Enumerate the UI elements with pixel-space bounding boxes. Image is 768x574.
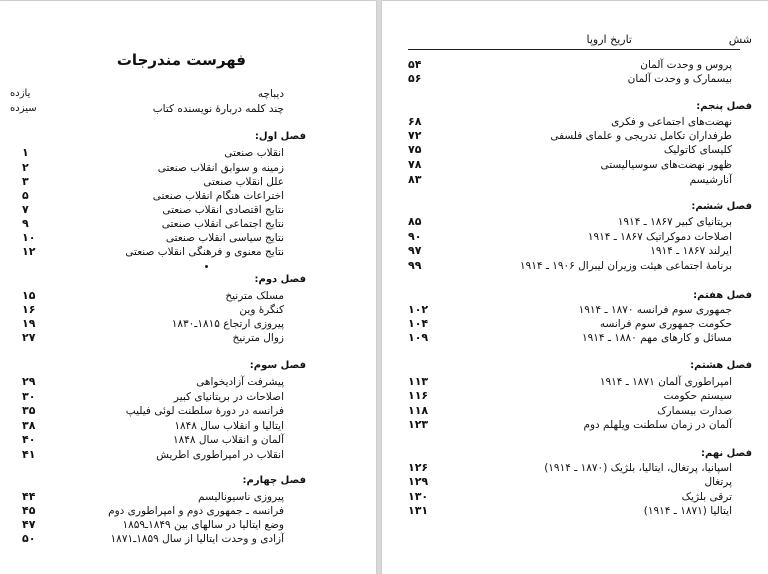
toc-entry-page: ۹۷ <box>408 244 422 257</box>
toc-entry <box>408 58 732 72</box>
toc-entry <box>408 490 732 504</box>
toc-entry-label: برنامهٔ اجتماعی هیئت وزیران لیبرال ۱۹۰۶ ـ ۱۹۱۴ <box>519 260 732 272</box>
toc-entry-label: مسلک مترنیخ <box>225 290 284 302</box>
toc-entry <box>408 418 732 432</box>
toc-entry <box>408 244 732 258</box>
toc-entry-page: ۷۸ <box>408 158 422 171</box>
toc-entry-page: ۱ <box>22 146 29 159</box>
toc-entry-page: ۱۶ <box>22 303 36 316</box>
toc-entry <box>22 504 284 518</box>
toc-entry <box>408 303 732 317</box>
toc-entry <box>22 419 284 433</box>
chapter-heading: فصل اول: <box>254 131 306 142</box>
toc-entry-label: پیروزی ناسیونالیسم <box>198 491 284 503</box>
toc-entry-label: زوال مترنیخ <box>232 332 284 344</box>
toc-entry <box>10 87 284 101</box>
chapter-heading: فصل نهم: <box>700 448 752 459</box>
toc-entry <box>22 189 284 203</box>
toc-entry-page: ۱۳۱ <box>408 504 429 517</box>
toc-page-left <box>0 1 376 574</box>
chapter-heading: فصل چهارم: <box>242 475 306 486</box>
running-header-title: تاریخ اروپا <box>586 33 632 46</box>
toc-entry-label: حکومت جمهوری سوم فرانسه <box>599 318 732 330</box>
toc-entry <box>408 504 732 518</box>
toc-entry-label: وضع ایتالیا در سالهای بین ۱۸۴۹ـ۱۸۵۹ <box>122 519 284 531</box>
toc-entry-page: ۱۲۶ <box>408 461 429 474</box>
toc-entry-label: کلیسای کاتولیک <box>663 144 732 156</box>
toc-entry-page: ۱۹ <box>22 317 36 330</box>
toc-entry-page: ۹۰ <box>408 230 422 243</box>
toc-entry-label: بریتانیای کبیر ۱۸۶۷ ـ ۱۹۱۴ <box>617 216 732 228</box>
toc-entry <box>22 245 284 259</box>
toc-entry <box>22 490 284 504</box>
toc-entry-label: امپراطوری آلمان ۱۸۷۱ ـ ۱۹۱۴ <box>599 376 732 388</box>
toc-entry-page: ۷۵ <box>408 143 422 156</box>
chapter-heading: فصل ششم: <box>691 201 752 212</box>
toc-entry-page: ۴۰ <box>22 433 36 446</box>
toc-entry <box>22 390 284 404</box>
toc-entry <box>408 317 732 331</box>
toc-entry-page: ۲۹ <box>22 375 36 388</box>
toc-entry-page: ۴۱ <box>22 448 36 461</box>
toc-entry-label: پروس و وحدت آلمان <box>640 59 732 71</box>
toc-entry-page: ۱۰۲ <box>408 303 429 316</box>
toc-entry <box>22 146 284 160</box>
toc-entry <box>408 129 732 143</box>
toc-entry <box>22 303 284 317</box>
toc-entry-page: ۱۳۰ <box>408 490 429 503</box>
toc-entry-label: جمهوری سوم فرانسه ۱۸۷۰ ـ ۱۹۱۴ <box>578 304 732 316</box>
toc-entry-page: ۲ <box>22 161 29 174</box>
toc-entry-label: ترقی بلژیک <box>681 491 732 503</box>
toc-entry-label: پرتغال <box>704 476 732 488</box>
toc-entry-label: پیشرفت آزادیخواهی <box>196 376 284 388</box>
toc-entry <box>408 158 732 172</box>
toc-entry-label: ظهور نهضت‌های سوسیالیستی <box>600 159 732 171</box>
chapter-heading: فصل هشتم: <box>690 360 752 371</box>
toc-entry <box>22 448 284 462</box>
toc-entry-page: ۸۳ <box>408 173 422 186</box>
toc-entry-page: ۲۷ <box>22 331 36 344</box>
chapter-heading: فصل دوم: <box>254 274 306 285</box>
toc-entry <box>22 331 284 345</box>
toc-entry-page: ۴۵ <box>22 504 36 517</box>
toc-entry <box>408 389 732 403</box>
toc-entry <box>408 230 732 244</box>
toc-entry-label: اختراعات هنگام انقلاب صنعتی <box>152 190 284 202</box>
toc-entry-page: ۹ <box>22 217 29 230</box>
toc-entry-page: ۷۲ <box>408 129 422 142</box>
toc-entry-page: ۵۴ <box>408 58 422 71</box>
ink-dot <box>205 265 208 268</box>
toc-entry-label: علل انقلاب صنعتی <box>203 176 284 188</box>
toc-entry <box>408 259 732 273</box>
toc-entry <box>408 404 732 418</box>
toc-entry-label: طرفداران تکامل تدریجی و علمای فلسفی <box>550 130 732 142</box>
toc-entry-label: چند کلمه دربارهٔ نویسنده کتاب <box>152 103 284 115</box>
toc-entry <box>22 175 284 189</box>
toc-entry-page: ۱۰۹ <box>408 331 429 344</box>
toc-entry-page: ۱۲ <box>22 245 36 258</box>
toc-entry-label: صدارت بیسمارک <box>657 405 732 417</box>
toc-entry-label: آنارشیسم <box>689 174 732 186</box>
toc-entry-label: اسپانیا، پرتغال، ایتالیا، بلژیک (۱۸۷۰ ـ ۱۹۱۴) <box>544 462 732 474</box>
toc-entry <box>408 215 732 229</box>
toc-entry-page: ۴۴ <box>22 490 36 503</box>
toc-entry <box>22 161 284 175</box>
toc-entry <box>22 433 284 447</box>
toc-entry-page: ۵۰ <box>22 532 36 545</box>
toc-entry-label: نتایج سیاسی انقلاب صنعتی <box>165 232 284 244</box>
toc-entry-page: ۱۲۳ <box>408 418 429 431</box>
toc-entry-page: ۳۸ <box>22 419 36 432</box>
toc-entry-label: اصلاحات دموکراتیک ۱۸۶۷ ـ ۱۹۱۴ <box>587 231 732 243</box>
toc-entry-label: انقلاب صنعتی <box>224 147 284 159</box>
toc-entry-page: ۸۵ <box>408 215 422 228</box>
toc-entry-label: سیستم حکومت <box>663 390 732 402</box>
toc-entry-label: فرانسه ـ جمهوری دوم و امپراطوری دوم <box>108 505 284 517</box>
toc-entry-label: نهضت‌های اجتماعی و فکری <box>611 116 732 128</box>
toc-entry-label: مسائل و کارهای مهم ۱۸۸۰ ـ ۱۹۱۴ <box>581 332 732 344</box>
toc-entry-page: ۱۲۹ <box>408 475 429 488</box>
toc-entry <box>408 72 732 86</box>
toc-entry-page: ۹۹ <box>408 259 422 272</box>
toc-entry <box>10 102 284 116</box>
toc-entry <box>408 173 732 187</box>
page-title: فهرست مندرجات <box>116 51 246 69</box>
chapter-heading: فصل هفتم: <box>693 290 752 301</box>
toc-entry-label: ایتالیا (۱۸۷۱ ـ ۱۹۱۴) <box>643 505 732 517</box>
toc-entry-page: ۱۰ <box>22 231 36 244</box>
toc-entry <box>408 331 732 345</box>
toc-entry <box>22 375 284 389</box>
toc-entry-page: ۳۰ <box>22 390 36 403</box>
toc-entry-label: ایتالیا و انقلاب سال ۱۸۴۸ <box>174 420 284 432</box>
toc-entry-page: سیزده <box>10 103 37 114</box>
toc-entry-page: ۳ <box>22 175 29 188</box>
toc-entry-label: نتایج معنوی و فرهنگی انقلاب صنعتی <box>125 246 284 258</box>
toc-entry-page: ۱۱۸ <box>408 404 429 417</box>
toc-entry <box>408 115 732 129</box>
toc-entry <box>22 317 284 331</box>
toc-entry-page: ۵ <box>22 189 29 202</box>
toc-entry-label: اصلاحات در بریتانیای کبیر <box>173 391 284 403</box>
toc-entry-page: ۱۱۶ <box>408 389 429 402</box>
toc-entry <box>22 203 284 217</box>
toc-entry-label: فرانسه در دورهٔ سلطنت لوئی فیلیپ <box>125 405 284 417</box>
toc-entry-label: ایرلند ۱۸۶۷ ـ ۱۹۱۴ <box>650 245 732 257</box>
toc-entry-page: ۴۷ <box>22 518 36 531</box>
toc-entry <box>22 404 284 418</box>
toc-entry-label: آزادی و وحدت ایتالیا از سال ۱۸۵۹ـ۱۸۷۱ <box>110 533 284 545</box>
toc-entry <box>22 231 284 245</box>
chapter-heading: فصل سوم: <box>249 360 306 371</box>
toc-entry-page: ۵۶ <box>408 72 422 85</box>
toc-entry-page: ۱۵ <box>22 289 36 302</box>
toc-entry-label: پیروزی ارتجاع ۱۸۱۵ـ۱۸۳۰ <box>171 318 284 330</box>
toc-entry-page: ۱۱۳ <box>408 375 429 388</box>
toc-entry-page: ۷ <box>22 203 29 216</box>
toc-entry-label: زمینه و سوابق انقلاب صنعتی <box>157 162 284 174</box>
toc-entry-label: کنگرهٔ وین <box>239 304 284 316</box>
toc-entry-page: ۳۵ <box>22 404 36 417</box>
toc-entry <box>22 532 284 546</box>
toc-entry-label: آلمان و انقلاب سال ۱۸۴۸ <box>172 434 284 446</box>
toc-entry-label: آلمان در زمان سلطنت ویلهلم دوم <box>583 419 732 431</box>
toc-entry-label: دیباچه <box>257 88 284 100</box>
toc-entry-label: بیسمارک و وحدت آلمان <box>627 73 732 85</box>
running-page-number: شش <box>728 33 752 46</box>
toc-entry-label: نتایج اجتماعی انقلاب صنعتی <box>161 218 284 230</box>
toc-entry-label: انقلاب در امپراطوری اطریش <box>156 449 284 461</box>
toc-entry <box>22 289 284 303</box>
toc-entry-page: یازده <box>10 88 31 99</box>
toc-entry <box>408 143 732 157</box>
header-rule <box>408 49 740 50</box>
toc-page-right <box>382 1 768 574</box>
toc-entry <box>408 475 732 489</box>
toc-entry <box>22 518 284 532</box>
toc-entry <box>408 461 732 475</box>
toc-entry <box>408 375 732 389</box>
toc-entry-label: نتایج اقتصادی انقلاب صنعتی <box>162 204 284 216</box>
toc-entry-page: ۱۰۴ <box>408 317 429 330</box>
chapter-heading: فصل پنجم: <box>696 101 752 112</box>
toc-entry-page: ۶۸ <box>408 115 422 128</box>
toc-entry <box>22 217 284 231</box>
